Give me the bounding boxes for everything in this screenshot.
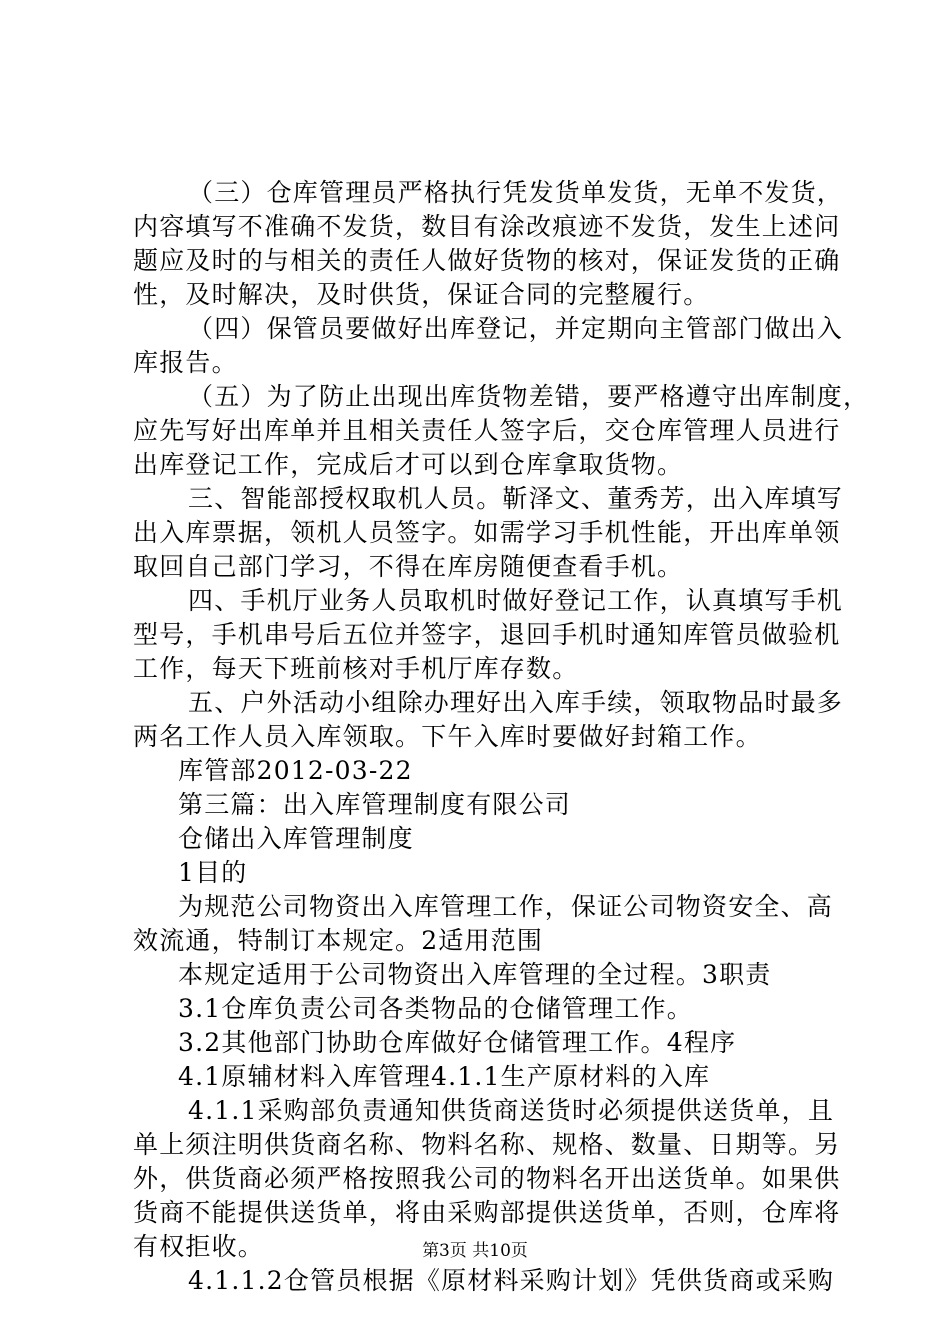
signature-line: 库管部2012-03-22 bbox=[178, 756, 413, 785]
text-line: 四、手机厅业务人员取机时做好登记工作，认真填写手机 bbox=[188, 586, 844, 615]
heading-purpose: 1目的 bbox=[178, 858, 248, 887]
text-line: 五、户外活动小组除办理好出入库手续，领取物品时最多 bbox=[188, 688, 844, 717]
text-line: 3.2其他部门协助仓库做好仓储管理工作。4程序 bbox=[178, 1028, 737, 1057]
text-line: 4.1.1.2仓管员根据《原材料采购计划》凭供货商或采购 bbox=[188, 1266, 835, 1295]
text-line: 应先写好出库单并且相关责任人签字后，交仓库管理人员进行 bbox=[133, 416, 841, 445]
section-title: 第三篇：出入库管理制度有限公司 bbox=[178, 790, 572, 819]
text-line: （四）保管员要做好出库登记，并定期向主管部门做出入 bbox=[188, 314, 844, 343]
text-line: 效流通，特制订本规定。2适用范围 bbox=[133, 926, 544, 955]
text-line: 性，及时解决，及时供货，保证合同的完整履行。 bbox=[133, 280, 710, 309]
text-line: 外，供货商必须严格按照我公司的物料名开出送货单。如果供 bbox=[133, 1164, 841, 1193]
text-line: 内容填写不准确不发货，数目有涂改痕迹不发货，发生上述问 bbox=[133, 212, 841, 241]
text-line: 有权拒收。 bbox=[133, 1232, 265, 1261]
text-line: 4.1原辅材料入库管理4.1.1生产原材料的入库 bbox=[178, 1062, 711, 1091]
text-line: （三）仓库管理员严格执行凭发货单发货，无单不发货， bbox=[188, 178, 844, 207]
text-line: 出库登记工作，完成后才可以到仓库拿取货物。 bbox=[133, 450, 684, 479]
text-line: 4.1.1采购部负责通知供货商送货时必须提供送货单，且 bbox=[188, 1096, 835, 1125]
text-line: 三、智能部授权取机人员。靳泽文、董秀芳，出入库填写 bbox=[188, 484, 844, 513]
text-line: 库报告。 bbox=[133, 348, 238, 377]
text-line: 为规范公司物资出入库管理工作，保证公司物资安全、高 bbox=[178, 892, 834, 921]
text-line: 单上须注明供货商名称、物料名称、规格、数量、日期等。另 bbox=[133, 1130, 841, 1159]
page-number: 第3页 共10页 bbox=[422, 1241, 528, 1261]
text-line: 工作，每天下班前核对手机厅库存数。 bbox=[133, 654, 579, 683]
text-line: 出入库票据，领机人员签字。如需学习手机性能，开出库单领 bbox=[133, 518, 841, 547]
text-line: 两名工作人员入库领取。下午入库时要做好封箱工作。 bbox=[133, 722, 762, 751]
text-line: （五）为了防止出现出库货物差错，要严格遵守出库制度， bbox=[188, 382, 870, 411]
text-line: 货商不能提供送货单，将由采购部提供送货单，否则，仓库将 bbox=[133, 1198, 841, 1227]
text-line: 取回自己部门学习，不得在库房随便查看手机。 bbox=[133, 552, 684, 581]
text-line: 3.1仓库负责公司各类物品的仓储管理工作。 bbox=[178, 994, 693, 1023]
text-line: 题应及时的与相关的责任人做好货物的核对，保证发货的正确 bbox=[133, 246, 841, 275]
document-title: 仓储出入库管理制度 bbox=[178, 824, 414, 853]
text-line: 本规定适用于公司物资出入库管理的全过程。3职责 bbox=[178, 960, 772, 989]
text-line: 型号，手机串号后五位并签字，退回手机时通知库管员做验机 bbox=[133, 620, 841, 649]
